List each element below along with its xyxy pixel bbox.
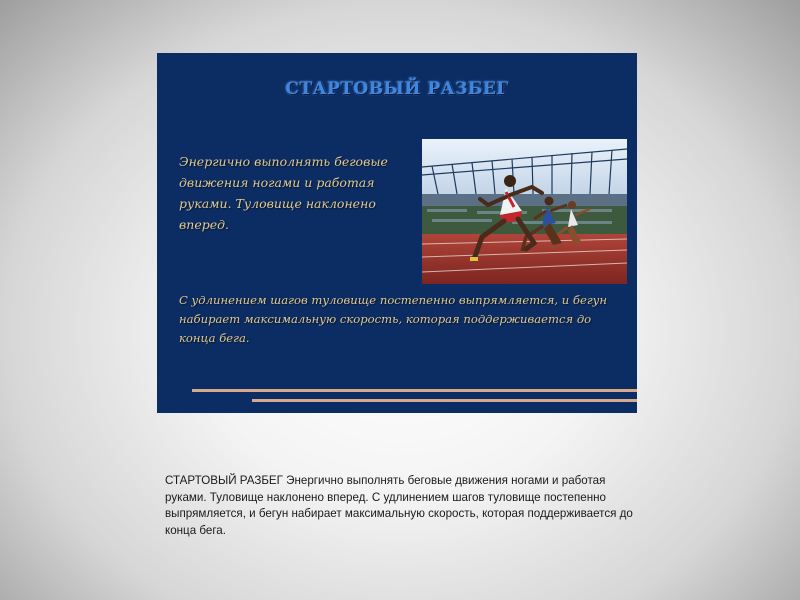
decorative-stripe-top xyxy=(192,389,637,392)
slide-image xyxy=(157,53,637,413)
slide-paragraph-2: С удлинением шагов туловище постепенно выпрямляется, и бегун набирает максимальную скорость, которая поддерживается до конца бега. xyxy=(179,293,608,345)
slide-title: СТАРТОВЫЙ РАЗБЕГ xyxy=(285,79,509,99)
slide-caption-text: СТАРТОВЫЙ РАЗБЕГ Энергично выполнять беговые движения ногами и работая руками. Туловище наклонено вперед. С удлинением шагов туловище постепенно выпрямляется, и бегун набирает максимальную скорость, которая поддерживается до конца бега. xyxy=(165,474,633,537)
slide-paragraph-1: Энергично выполнять беговые движения ногами и работая руками. Туловище наклонено вперед. xyxy=(179,154,388,232)
sprinters-photo xyxy=(422,139,627,284)
decorative-stripe-bottom xyxy=(252,399,637,402)
